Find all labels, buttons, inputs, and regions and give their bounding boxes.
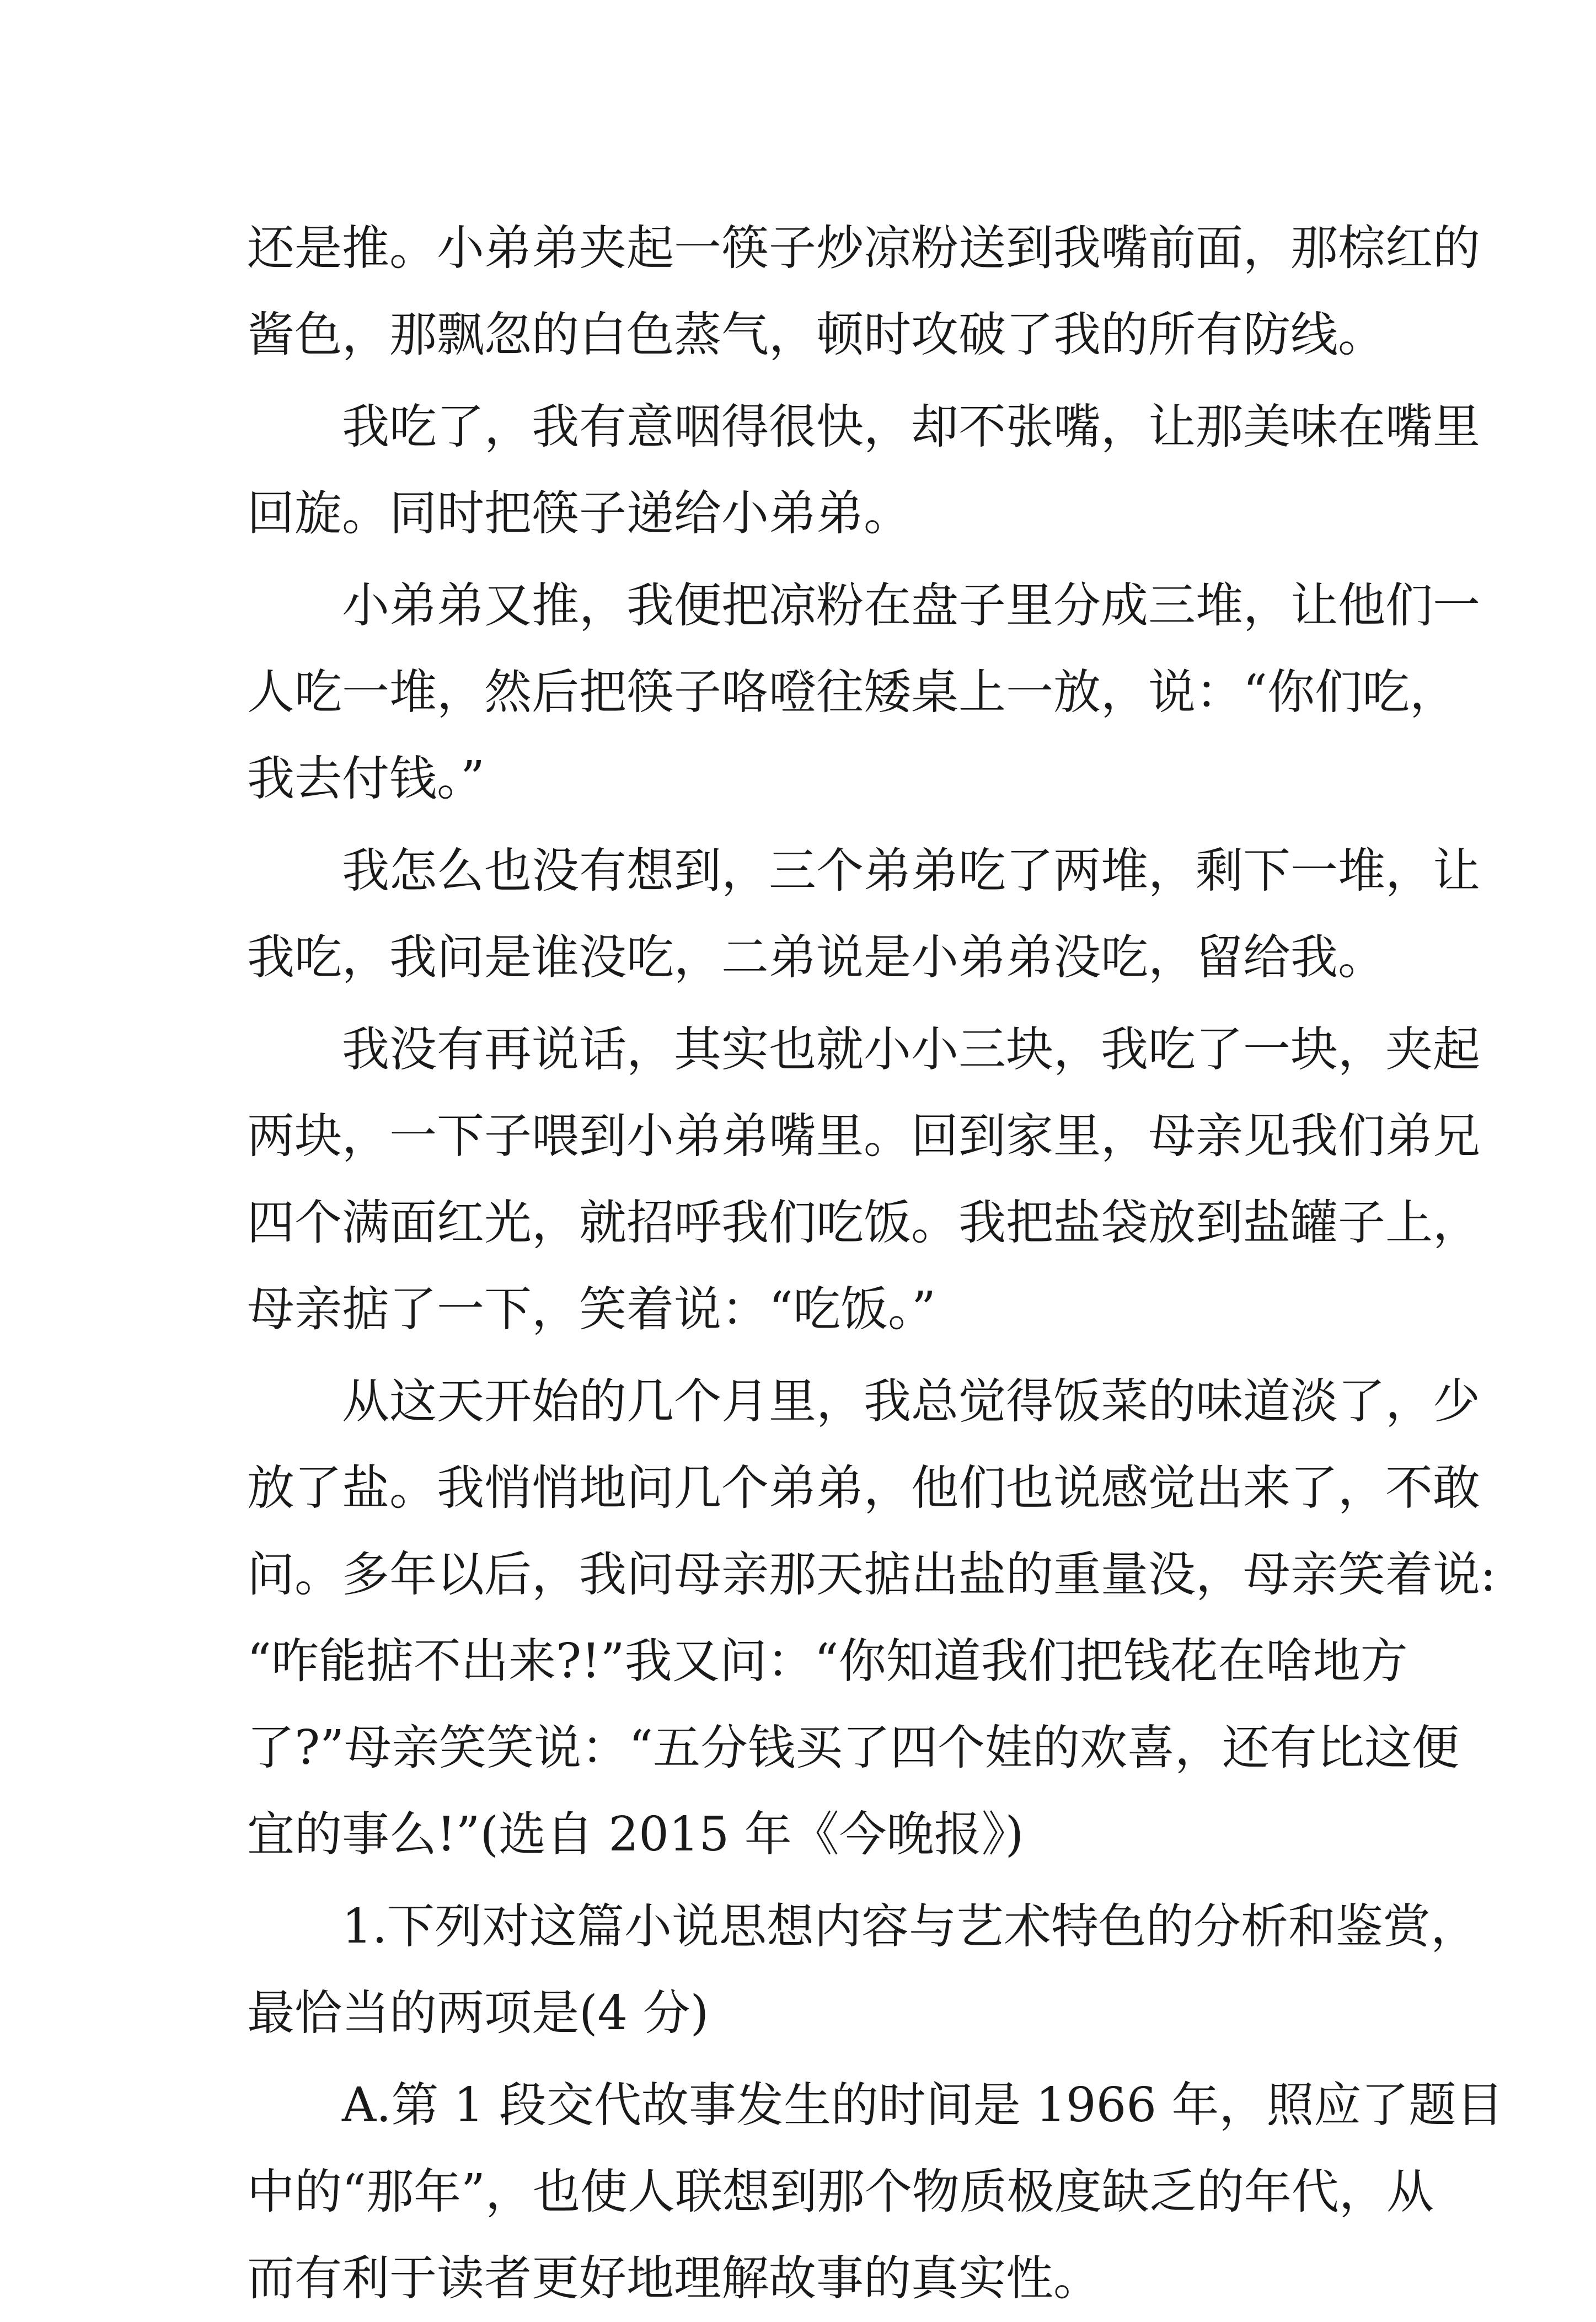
text-line: 酱色，那飘忽的白色蒸气，顿时攻破了我的所有防线。 (247, 307, 1385, 362)
text-line: 回旋。同时把筷子递给小弟弟。 (247, 486, 911, 541)
answer-option-a (247, 2062, 1504, 2322)
paragraph (247, 205, 1480, 378)
text-line: 了?”母亲笑笑说：“五分钱买了四个娃的欢喜，还有比这便 (247, 1720, 1460, 1775)
text-line: 我怎么也没有想到，三个弟弟吃了两堆，剩下一堆，让 (342, 843, 1480, 898)
text-line: 最恰当的两项是(4 分) (247, 1986, 709, 2041)
text-line: 我没有再说话，其实也就小小三块，我吃了一块，夹起 (342, 1022, 1480, 1077)
text-line: 人吃一堆，然后把筷子咯噔往矮桌上一放，说：“你们吃， (247, 665, 1457, 720)
text-line: 问。多年以后，我问母亲那天掂出盐的重量没，母亲笑着说: (247, 1547, 1496, 1602)
text-line: 中的“那年”，也使人联想到那个物质极度缺乏的年代，从 (247, 2164, 1434, 2219)
text-line: 两块，一下子喂到小弟弟嘴里。回到家里，母亲见我们弟兄 (247, 1109, 1480, 1164)
document-body (247, 205, 1504, 2322)
text-line: 小弟弟又推，我便把凉粉在盘子里分成三堆，让他们一 (342, 578, 1480, 633)
text-line: 而有利于读者更好地理解故事的真实性。 (247, 2251, 1101, 2306)
question-stem (247, 1884, 1479, 2057)
text-line: 我吃，我问是谁没吃，二弟说是小弟弟没吃，留给我。 (247, 930, 1385, 985)
text-line: 还是推。小弟弟夹起一筷子炒凉粉送到我嘴前面，那棕红的 (247, 221, 1480, 276)
text-line: “咋能掂不出来?!”我又问：“你知道我们把钱花在啥地方 (247, 1634, 1408, 1689)
text-line: 1.下列对这篇小说思想内容与艺术特色的分析和鉴赏， (342, 1899, 1479, 1954)
text-line: 我去付钱。” (247, 751, 485, 806)
text-line: 母亲掂了一下，笑着说：“吃饭。” (247, 1282, 936, 1337)
text-line: 四个满面红光，就招呼我们吃饭。我把盐袋放到盐罐子上， (247, 1195, 1480, 1250)
text-line: 从这天开始的几个月里，我总觉得饭菜的味道淡了，少 (342, 1374, 1480, 1429)
paragraph (247, 1358, 1496, 1878)
paragraph (247, 384, 1480, 557)
paragraph (247, 1007, 1480, 1353)
text-line: 宜的事么!”(选自 2015 年《今晚报》) (247, 1807, 1024, 1862)
text-line: 放了盐。我悄悄地问几个弟弟，他们也说感觉出来了，不敢 (247, 1460, 1480, 1516)
paragraph (247, 563, 1480, 822)
text-line: A.第 1 段交代故事发生的时间是 1966 年，照应了题目 (342, 2078, 1504, 2133)
text-line: 我吃了，我有意咽得很快，却不张嘴，让那美味在嘴里 (342, 399, 1480, 454)
paragraph (247, 828, 1480, 1001)
